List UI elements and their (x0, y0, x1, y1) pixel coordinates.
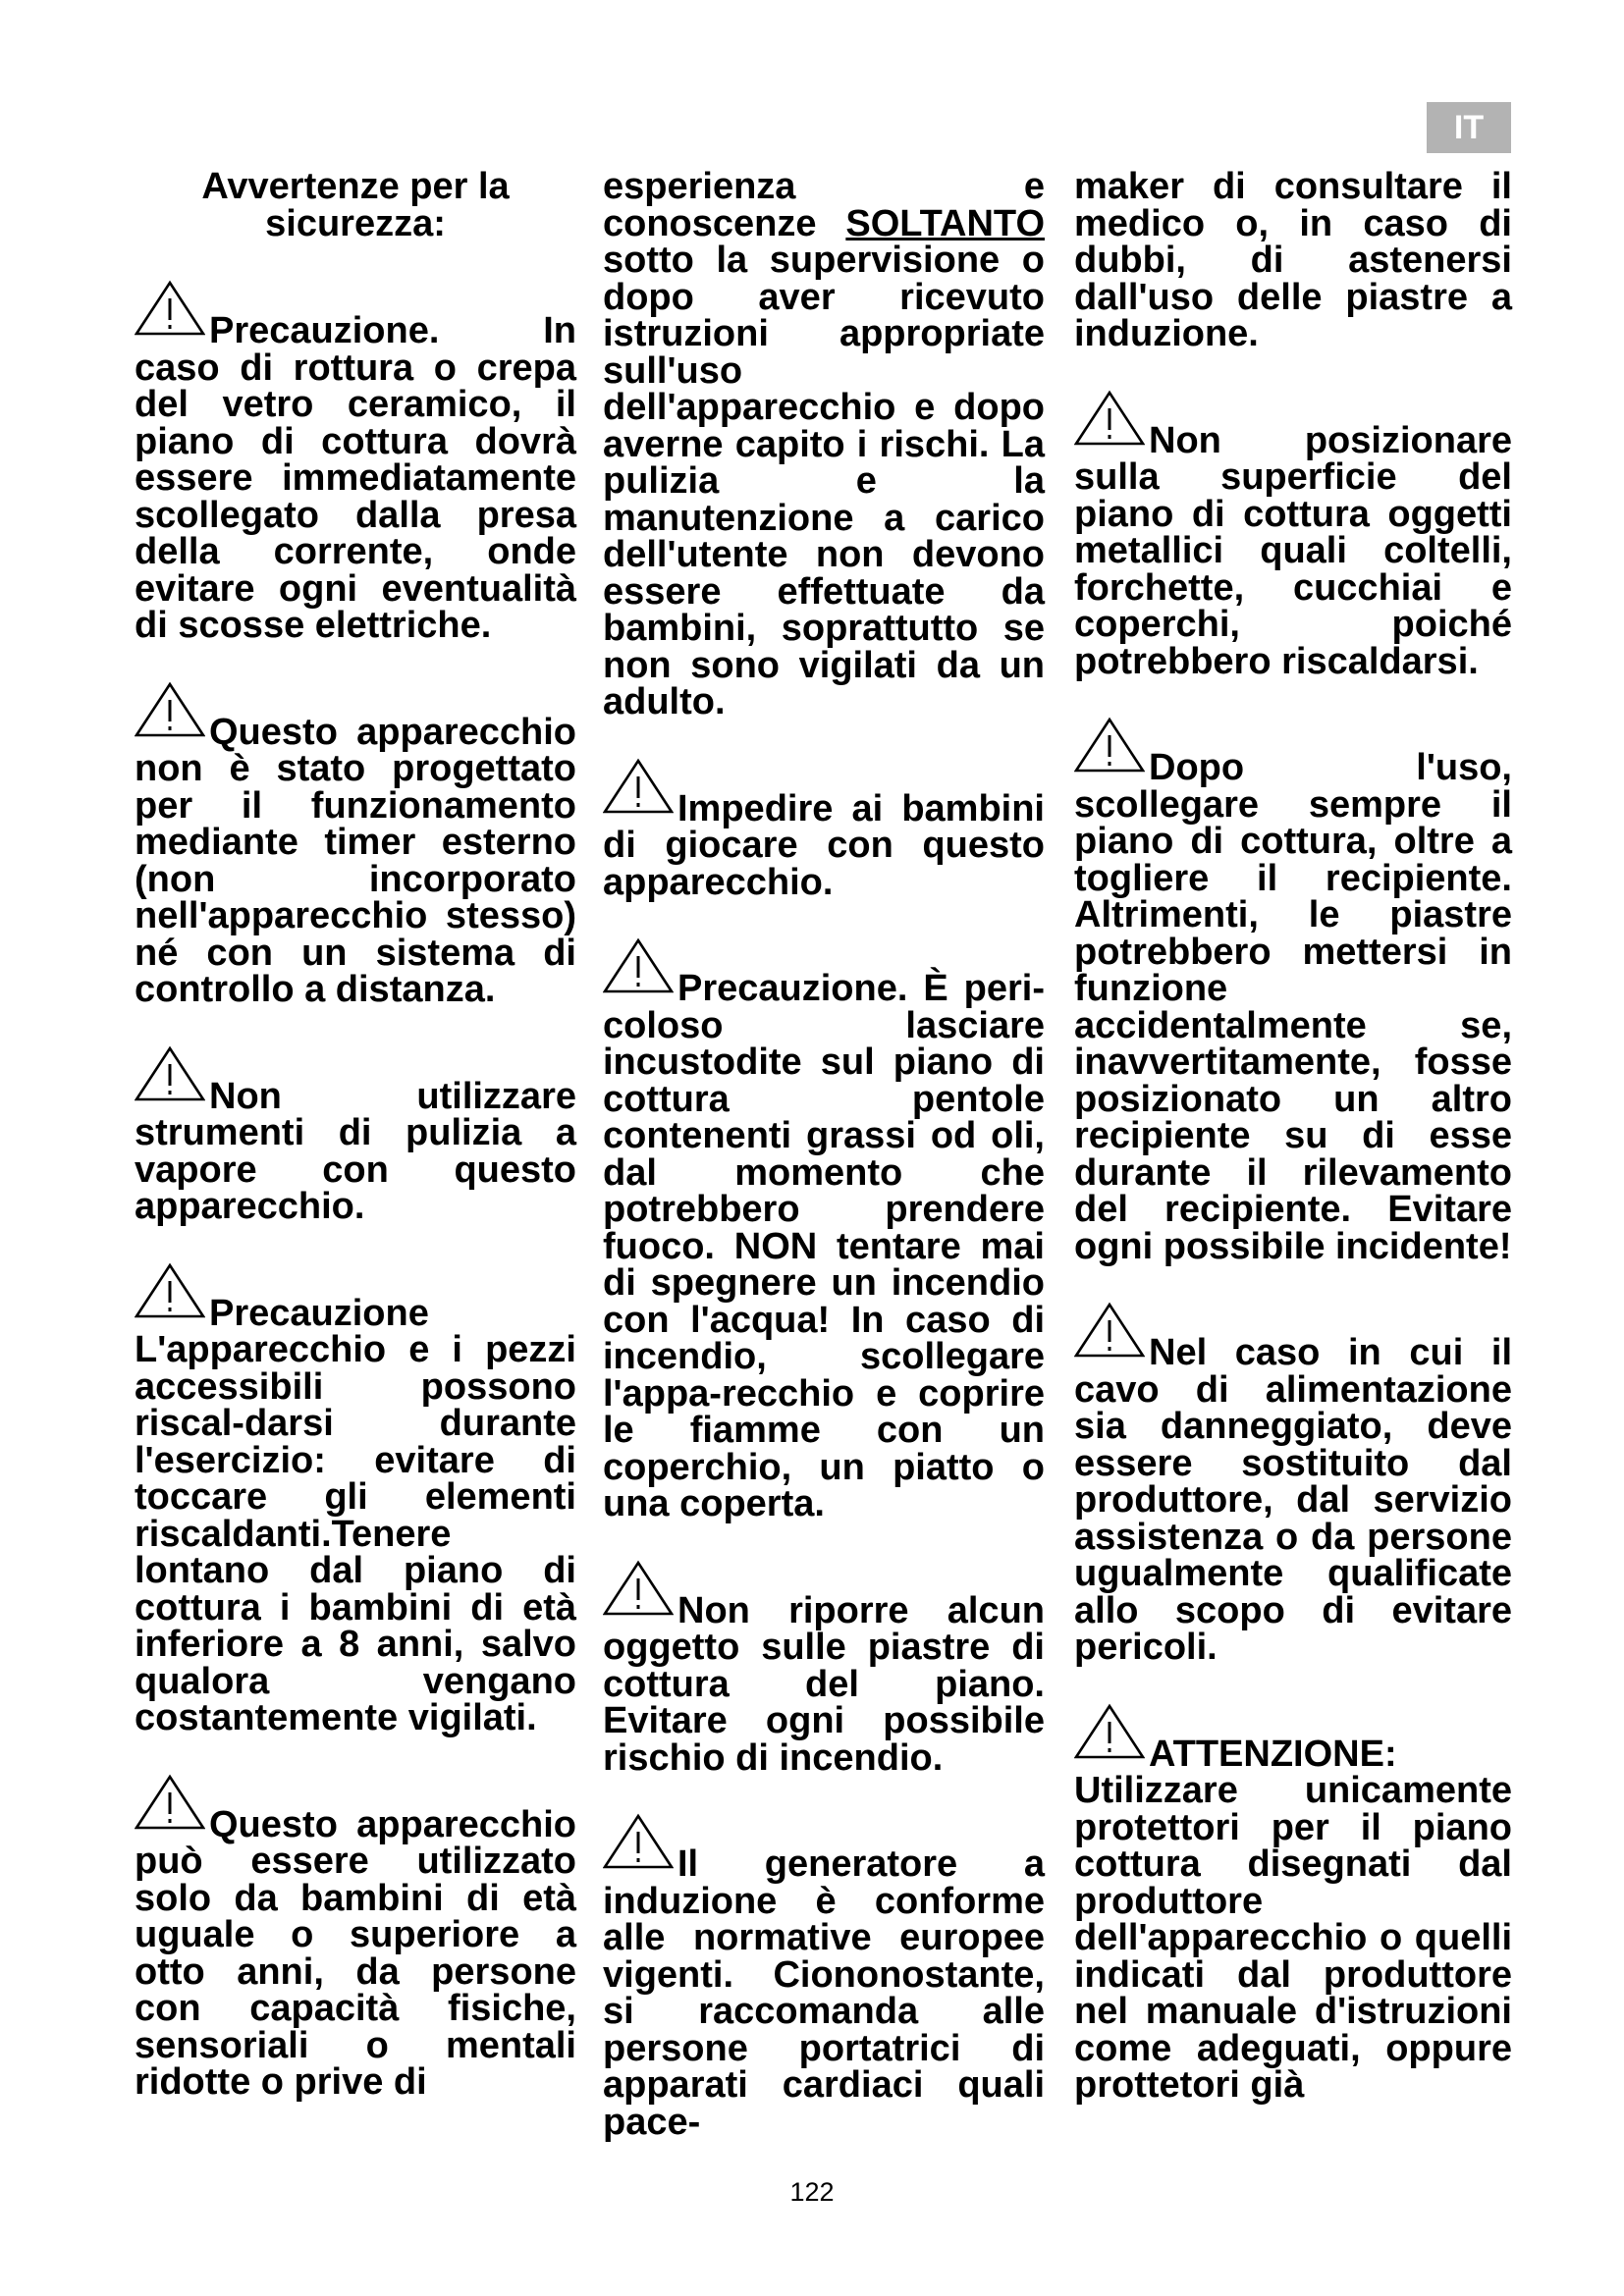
warning-paragraph (603, 758, 1045, 902)
warning-text: Non utilizzare strumenti di pulizia a vapore con questo apparecchio. (135, 1075, 576, 1227)
language-badge: IT (1427, 102, 1511, 153)
warning-paragraph (1074, 1302, 1512, 1667)
warning-icon (135, 1045, 205, 1110)
warning-text: Il generatore a induzione è conforme alle normative europee vigenti. Ciononostante, si raccomanda alle persone portatrici di apparati cardiaci quali pace- (603, 1843, 1045, 2143)
warning-text: Non riporre alcun oggetto sulle piastre di cottura del piano. Evitare ogni possibile rischio di incendio. (603, 1589, 1045, 1779)
warning-icon (603, 937, 674, 1002)
warning-text: Impedire ai bambini di giocare con questo apparecchio. (603, 787, 1045, 903)
warning-icon (1074, 1703, 1145, 1768)
warning-icon (1074, 717, 1145, 781)
warning-paragraph (1074, 390, 1512, 681)
warning-paragraph (1074, 1703, 1512, 2105)
warning-icon (135, 1774, 205, 1839)
warning-icon (135, 681, 205, 746)
warning-paragraph (603, 1560, 1045, 1778)
warning-icon (1074, 1302, 1145, 1366)
warning-paragraph (135, 1774, 576, 2102)
warning-text: Dopo l'uso, scollegare sempre il piano di cottura, oltre a togliere il recipiente. Altrimenti, le piastre potrebbero mettersi in funzione accidentalmente se, inavvertitamente, fosse posizionato un altro recipiente su di esse durante il rilevamento del recipiente. Evitare ogni possibile incidente! (1074, 747, 1512, 1267)
column-3 (1074, 166, 1512, 2141)
continuation-text: maker di consultare il medico o, in caso di dubbi, di astenersi dall'uso delle piastre a induzione. (1074, 166, 1512, 354)
warning-paragraph (135, 280, 576, 645)
warning-icon (135, 280, 205, 345)
warning-text: Precauzione L'apparecchio e i pezzi accessibili possono riscal-darsi durante l'esercizio: evitare di toccare gli elementi riscaldanti.Tenere lontano dal piano di cottura i bambini di età inferiore a 8 anni, salvo qualora vengano costantemente vigilati. (135, 1292, 576, 1738)
warning-icon (135, 1262, 205, 1327)
emphasis-text: SOLTANTO (845, 202, 1045, 244)
warning-paragraph (603, 937, 1045, 1523)
warning-text: Questo apparecchio non è stato progettato per il funzionamento mediante timer esterno (non incorporato nell'apparecchio stesso) né con un sistema di controllo a distanza. (135, 711, 576, 1010)
page-number: 122 (789, 2177, 835, 2207)
continuation-text: sotto la supervisione o dopo aver ricevuto istruzioni appropriate sull'uso dell'apparecchio e dopo averne capito i rischi. La pulizia e la manutenzione a carico dell'utente non devono essere effettuate da bambini, soprattutto se non sono vigilati da un adulto. (603, 240, 1045, 722)
warning-paragraph (135, 1262, 576, 1737)
warning-icon (603, 1813, 674, 1878)
warning-text: Questo apparecchio può essere utilizzato solo da bambini di età uguale o superiore a otto anni, da persone con capacità fisiche, sensoriali o mentali ridotte o prive di (135, 1803, 576, 2103)
column-2 (603, 166, 1045, 2177)
warning-paragraph (1074, 717, 1512, 1265)
continuation-paragraph (603, 166, 1045, 722)
warning-paragraph (603, 1813, 1045, 2141)
warning-icon (603, 758, 674, 823)
warning-text: Non posizionare sulla superficie del piano di cottura oggetti metallici quali coltelli, forchette, cucchiai e coperchi, poiché potrebbero riscaldarsi. (1074, 419, 1512, 682)
continuation-paragraph (1074, 166, 1512, 354)
column-1 (135, 166, 576, 2138)
warning-icon (603, 1560, 674, 1625)
warning-text: Precauzione. In caso di rottura o crepa del vetro ceramico, il piano di cottura dovrà essere immediatamente scollegato dalla presa della corrente, onde evitare ogni eventualità di scosse elettriche. (135, 310, 576, 646)
warning-text: Nel caso in cui il cavo di alimentazione sia danneggiato, deve essere sostituito dal produttore, dal servizio assistenza o da persone ugualmente qualificate allo scopo di evitare pericoli. (1074, 1332, 1512, 1668)
warning-text: ATTENZIONE: Utilizzare unicamente protettori per il piano cottura disegnati dal produttore dell'apparecchio o quelli indicati dal produttore nel manuale d'istruzioni come adeguati, oppure prottetori già (1074, 1733, 1512, 2106)
continuation-text: esperienza e conoscenze (603, 166, 1045, 244)
warning-paragraph (135, 681, 576, 1009)
warning-paragraph (135, 1045, 576, 1226)
section-heading: Avvertenze per la sicurezza: (201, 166, 510, 244)
warning-text: Precauzione. È peri-coloso lasciare incustodite sul piano di cottura pentole contenenti grassi od oli, dal momento che potrebbero prendere fuoco. NON tentare mai di spegnere un incendio con l'acqua! In caso di incendio, scollegare l'appa-recchio e coprire le fiamme con un coperchio, un piatto o una coperta. (603, 968, 1045, 1524)
warning-icon (1074, 390, 1145, 454)
